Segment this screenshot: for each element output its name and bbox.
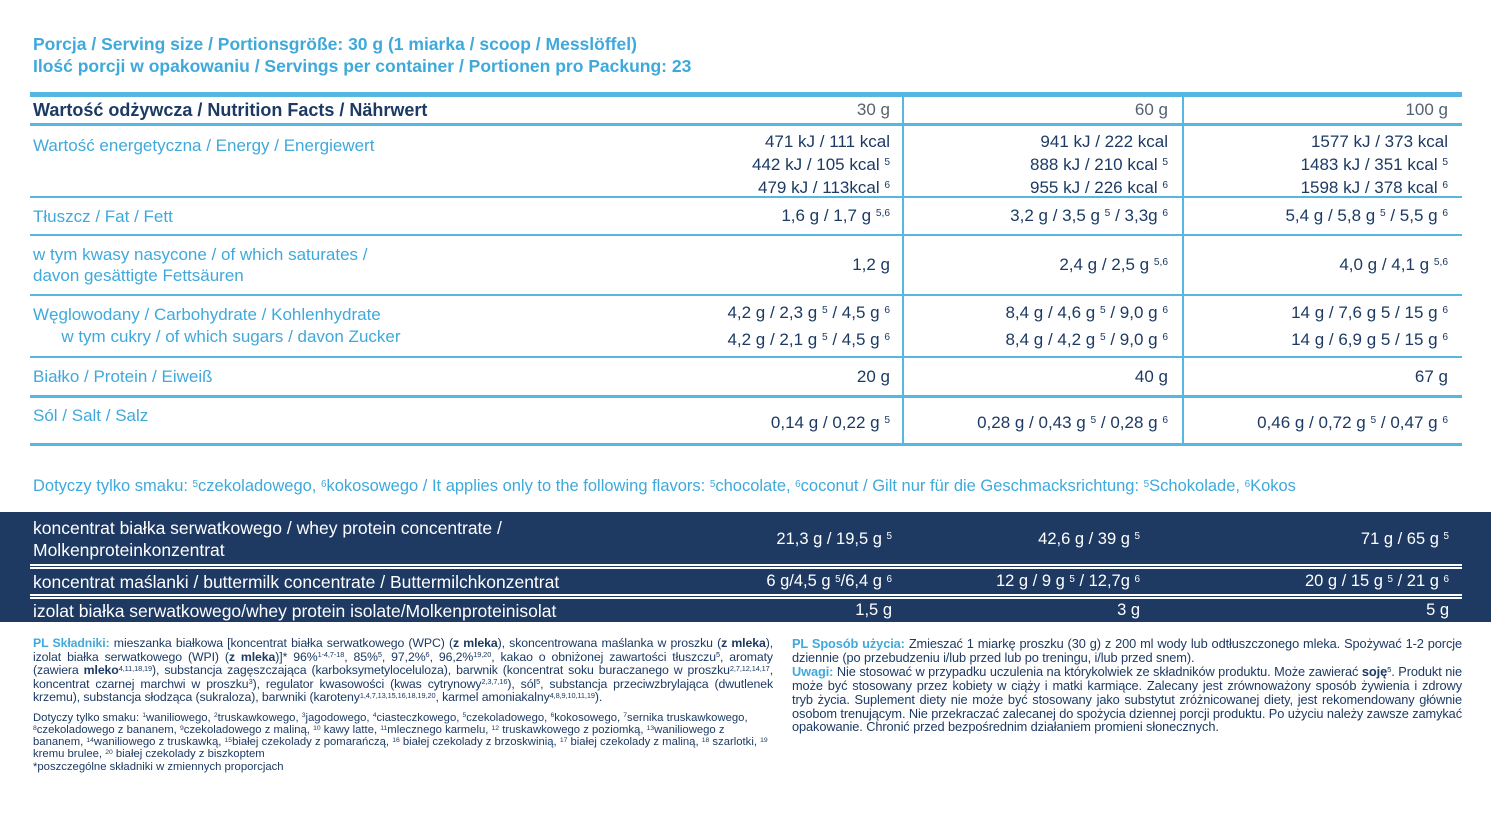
- value-100g: 1577 kJ / 373 kcal 1483 kJ / 351 kcal $^5$ 1598 kJ / 378 kcal $^6$: [1300, 132, 1448, 197]
- footer-left-column: [33, 637, 773, 773]
- serving-info: [33, 33, 691, 77]
- row-label: Węglowodany / Carbohydrate / Kohlenhydrate w tym cukry / of which sugars / davon Zucker: [33, 305, 401, 346]
- band-value-100g: 71 g / 65 g $^5$: [1360, 529, 1449, 548]
- band-row-whey-concentrate: [30, 514, 1462, 564]
- value-100g: 5,4 g / 5,8 g $^5$ / 5,5 g $^6$: [1285, 206, 1448, 225]
- table-title: Wartość odżywcza / Nutrition Facts / Nährwert: [33, 99, 428, 120]
- value-60g: 941 kJ / 222 kcal 888 kJ / 210 kcal $^5$ 955 kJ / 226 kcal $^6$: [1030, 132, 1168, 197]
- band-row-label: izolat białka serwatkowego/whey protein isolate/Molkenproteinisolat: [33, 600, 557, 621]
- row-label: Sól / Salt / Salz: [33, 406, 149, 425]
- value-100g: 67 g: [1414, 366, 1448, 386]
- servings-per-container-line: Ilość porcji w opakowaniu / Servings per container / Portionen pro Packung: 23: [33, 56, 692, 76]
- footer-right-column: [792, 637, 1462, 734]
- band-value-100g: 5 g: [1426, 601, 1449, 619]
- value-30g: 0,14 g / 0,22 g $^5$: [770, 413, 890, 432]
- band-value-60g: 42,6 g / 39 g $^5$: [1038, 529, 1140, 548]
- value-60g: 40 g: [1134, 366, 1168, 386]
- band-row-label: koncentrat białka serwatkowego / whey protein concentrate / Molkenproteinkonzentrat: [33, 518, 502, 560]
- table-row-energy: [30, 126, 1462, 198]
- table-row-carbohydrate: [30, 296, 1462, 358]
- column-header-60g: 60 g: [1134, 100, 1168, 119]
- value-100g: 14 g / 7,6 g 5 / 15 g $^6$ 14 g / 6,9 g 5 / 15 g $^6$: [1291, 303, 1448, 349]
- value-30g: 1,6 g / 1,7 g $^{5,6}$: [781, 206, 890, 225]
- nutrition-table: [30, 92, 1462, 446]
- table-header-row: [30, 97, 1462, 126]
- value-60g: 0,28 g / 0,43 g $^5$ / 0,28 g $^6$: [977, 413, 1168, 432]
- band-value-30g: 6 g/4,5 g $^5$/6,4 g $^6$: [766, 572, 892, 590]
- band-value-100g: 20 g / 15 g $^5$ / 21 g $^6$: [1304, 572, 1449, 590]
- column-header-100g: 100 g: [1405, 100, 1448, 119]
- usage-paragraph: PL Sposób użycia: Zmieszać 1 miarkę proszku (30 g) z 200 ml wody lub odtłuszczonego mleka. Spożywać 1-2 porcje dziennie (po przebudzeniu i/lub przed lub po treningu, i/lub przed snem).: [792, 636, 1462, 665]
- serving-size-line: Porcja / Serving size / Portionsgröße: 30 g (1 miarka / scoop / Messlöffel): [33, 34, 637, 54]
- row-label: Białko / Protein / Eiweiß: [33, 367, 213, 386]
- table-row-protein: [30, 358, 1462, 398]
- value-30g: 471 kJ / 111 kcal 442 kJ / 105 kcal $^5$ 479 kJ / 113kcal $^6$: [752, 132, 890, 197]
- value-60g: 3,2 g / 3,5 g $^5$ / 3,3g $^6$: [1010, 206, 1168, 225]
- band-row-buttermilk-concentrate: [30, 569, 1462, 594]
- value-100g: 4,0 g / 4,1 g $^{5,6}$: [1339, 255, 1448, 274]
- value-60g: 8,4 g / 4,6 g $^5$ / 9,0 g $^6$ 8,4 g / 4,2 g $^5$ / 9,0 g $^6$: [1005, 303, 1168, 349]
- flavors-applicability-note: Dotyczy tylko smaku: $^5$czekoladowego, $^6$kokosowego / It applies only to the following flavors: $^5$chocolate, $^6$coconut / Gilt nur für die Geschmacksrichtung: $^5$Schokolade, $^6$Kokos: [33, 477, 1296, 495]
- value-100g: 0,46 g / 0,72 g $^5$ / 0,47 g $^6$: [1257, 413, 1448, 432]
- band-row-label: koncentrat maślanki / buttermilk concentrate / Buttermilchkonzentrat: [33, 571, 560, 592]
- table-row-fat: [30, 198, 1462, 236]
- band-value-60g: 3 g: [1117, 601, 1140, 619]
- variable-proportions-note: *poszczególne składniki w zmiennych proporcjach: [33, 760, 284, 773]
- value-30g: 1,2 g: [852, 255, 890, 274]
- band-row-whey-isolate: [30, 599, 1462, 622]
- column-header-30g: 30 g: [856, 100, 890, 119]
- band-value-30g: 1,5 g: [855, 601, 892, 619]
- row-label: w tym kwasy nasycone / of which saturates / davon gesättigte Fettsäuren: [33, 245, 368, 285]
- band-value-30g: 21,3 g / 19,5 g $^5$: [776, 529, 892, 548]
- table-row-salt: [30, 398, 1462, 446]
- value-30g: 20 g: [856, 366, 890, 386]
- protein-content-band: [0, 512, 1491, 622]
- flavor-footnotes: Dotyczy tylko smaku: $^1$waniliowego, $^2$truskawkowego, $^3$jagodowego, $^4$ciasteczkowego, $^5$czekoladowego, $^6$kokosowego, $^7$sernika truskawkowego, $^8$czekoladowego z bananem, $^9$czekoladowego z maliną, $^{10}$ kawy latte, $^{11}$mlecznego karmelu, $^{12}$ truskawkowego z poziomką, $^{13}$waniliowego z bananem, $^{14}$waniliowego z truskawką, $^{15}$białej czekolady z pomarańczą, $^{16}$ białej czekolady z brzoskwinią, $^{17}$ białej czekolady z maliną, $^{18}$ szarlotki, $^{19}$ kremu brulee, $^{20}$ białej czekolady z biszkoptem: [33, 711, 768, 761]
- row-label: Tłuszcz / Fat / Fett: [33, 206, 173, 226]
- warnings-paragraph: Uwagi: Nie stosować w przypadku uczulenia na którykolwiek ze składników produktu. Może zawierać soję$^5$. Produkt nie może być stosowany przez kobiety w ciąży i matki karmiące. Zalecany jest zrównoważony sposób żywienia i zdrowy tryb życia. Suplement diety nie może być stosowany jako substytut zróżnicowanej diety, jest rekomendowany głównie osobom trenującym. Nie przekraczać zalecanej do spożycia dziennej porcji produktu. Po użyciu należy zawsze zamykać opakowanie. Chronić przed bezpośrednim działaniem promieni słonecznych.: [792, 663, 1462, 735]
- ingredients-paragraph: PL Składniki: mieszanka białkowa [koncentrat białka serwatkowego (WPC) (z mleka), skoncentrowana maślanka w proszku (z mleka), izolat białka serwatkowego (WPI) (z mleka)]* 96%$^{1-4,7-18}$, 85%$^5$, 97,2%$^6$, 96,2%$^{19,20}$, kakao o obniżonej zawartości tłuszczu$^5$, aromaty (zawiera mleko$^{4,11,18,19}$), substancja zagęszczająca (karboksymetyloceluloza), barwnik (koncentrat soku buraczanego w proszku$^{2,7,12,14,17}$, koncentrat czarnej marchwi w proszku$^3$), regulator kwasowości (kwas cytrynowy$^{2,3,7,16}$), sól$^5$, substancja przeciwzbrylająca (dwutlenek krzemu), substancja słodząca (sukraloza), barwniki (karoteny$^{1,4,7,13,15,16,18,19,20}$, karmel amoniakalny$^{4,8,9,10,11,19}$).: [33, 636, 774, 704]
- table-row-saturates: [30, 236, 1462, 296]
- band-value-60g: 12 g / 9 g $^5$ / 12,7g $^6$: [995, 572, 1140, 590]
- row-label: Wartość energetyczna / Energy / Energiewert: [33, 136, 375, 155]
- value-30g: 4,2 g / 2,3 g $^5$ / 4,5 g $^6$ 4,2 g / 2,1 g $^5$ / 4,5 g $^6$: [727, 303, 890, 349]
- value-60g: 2,4 g / 2,5 g $^{5,6}$: [1059, 255, 1168, 274]
